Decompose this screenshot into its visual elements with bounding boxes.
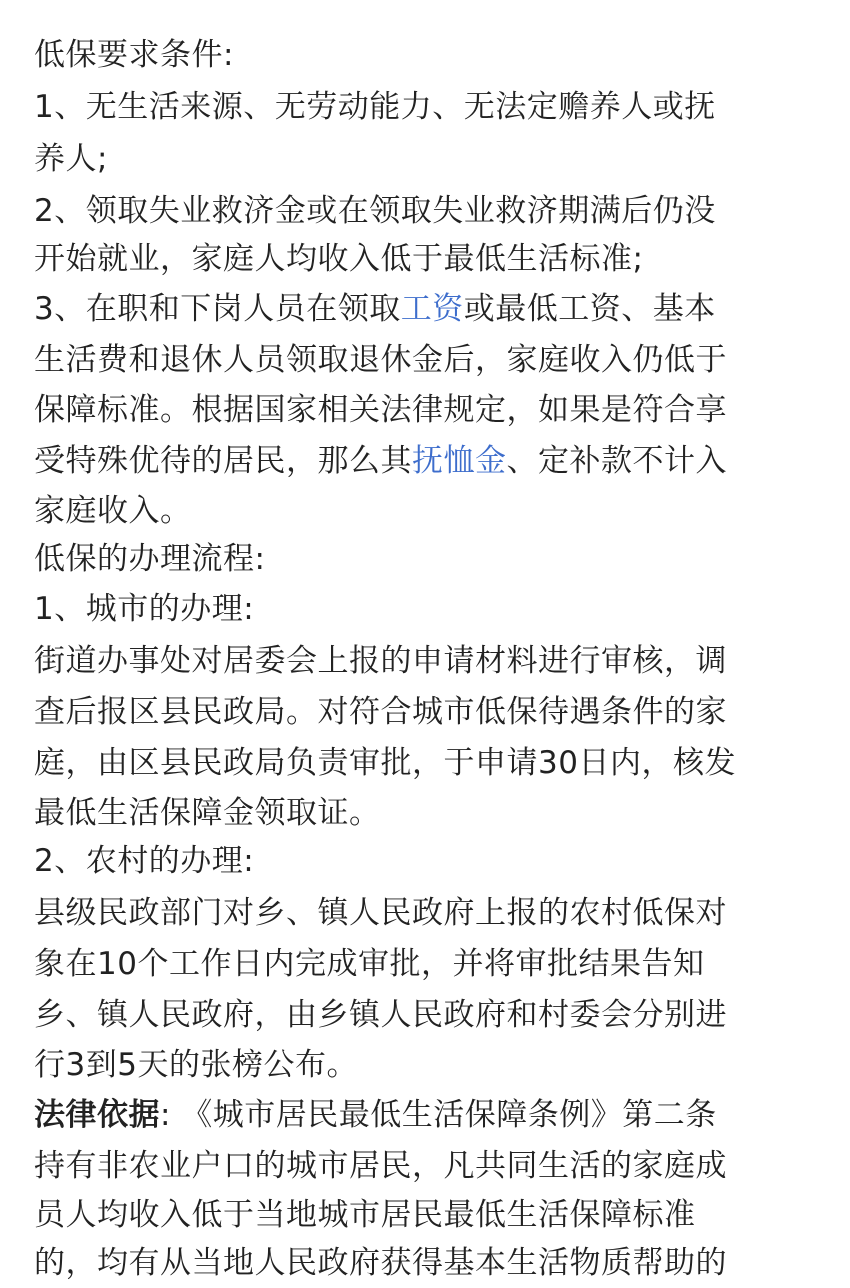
text-line: 持有非农业户口的城市居民，凡共同生活的家庭成 (34, 1148, 727, 1184)
text-line (34, 436, 727, 486)
text-line: 1、无生活来源、无劳动能力、无法定赡养人或抚 (34, 89, 716, 125)
text-line: 行3到5天的张榜公布。 (34, 1047, 358, 1083)
text-line: 的，均有从当地人民政府获得基本生活物质帮助的 (34, 1245, 727, 1281)
salary-link[interactable]: 工资 (400, 291, 464, 327)
text-line: 庭，由区县民政局负责审批，于申请30日内，核发 (34, 745, 736, 781)
text-line: 乡、镇人民政府，由乡镇人民政府和村委会分别进 (34, 997, 727, 1033)
text-line: 生活费和退休人员领取退休金后，家庭收入仍低于 (34, 342, 727, 378)
text-segment: 3、在职和下岗人员在领取 (34, 291, 401, 327)
text-line: 员人均收入低于当地城市居民最低生活保障标准 (34, 1197, 696, 1233)
text-line: 象在10个工作日内完成审批，并将审批结果告知 (34, 946, 705, 982)
text-line: 最低生活保障金领取证。 (34, 795, 381, 831)
text-line: 保障标准。根据国家相关法律规定，如果是符合享 (34, 392, 727, 428)
text-line: 街道办事处对居委会上报的申请材料进行审核，调 (34, 643, 727, 679)
text-line: 县级民政部门对乡、镇人民政府上报的农村低保对 (34, 895, 727, 931)
text-line: 低保要求条件: (34, 37, 234, 73)
text-line: 低保的办理流程: (34, 541, 266, 577)
text-line: 2、农村的办理: (34, 843, 255, 879)
text-segment: : 《城市居民最低生活保障条例》第二条 (160, 1097, 717, 1133)
text-line: 开始就业，家庭人均收入低于最低生活标准; (34, 241, 644, 277)
text-line: 1、城市的办理: (34, 591, 255, 627)
text-line: 查后报区县民政局。对符合城市低保待遇条件的家 (34, 694, 727, 730)
text-segment: 受特殊优待的居民，那么其 (34, 443, 412, 479)
text-segment: 、定补款不计入 (506, 443, 727, 479)
legal-basis-label: 法律依据 (34, 1097, 160, 1133)
text-segment: 或最低工资、基本 (463, 291, 716, 327)
pension-link[interactable]: 抚恤金 (412, 443, 507, 479)
text-line (34, 1090, 717, 1140)
text-line: 养人; (34, 141, 108, 177)
text-line (34, 284, 716, 334)
text-line: 家庭收入。 (34, 493, 192, 529)
text-line: 2、领取失业救济金或在领取失业救济期满后仍没 (34, 193, 716, 229)
